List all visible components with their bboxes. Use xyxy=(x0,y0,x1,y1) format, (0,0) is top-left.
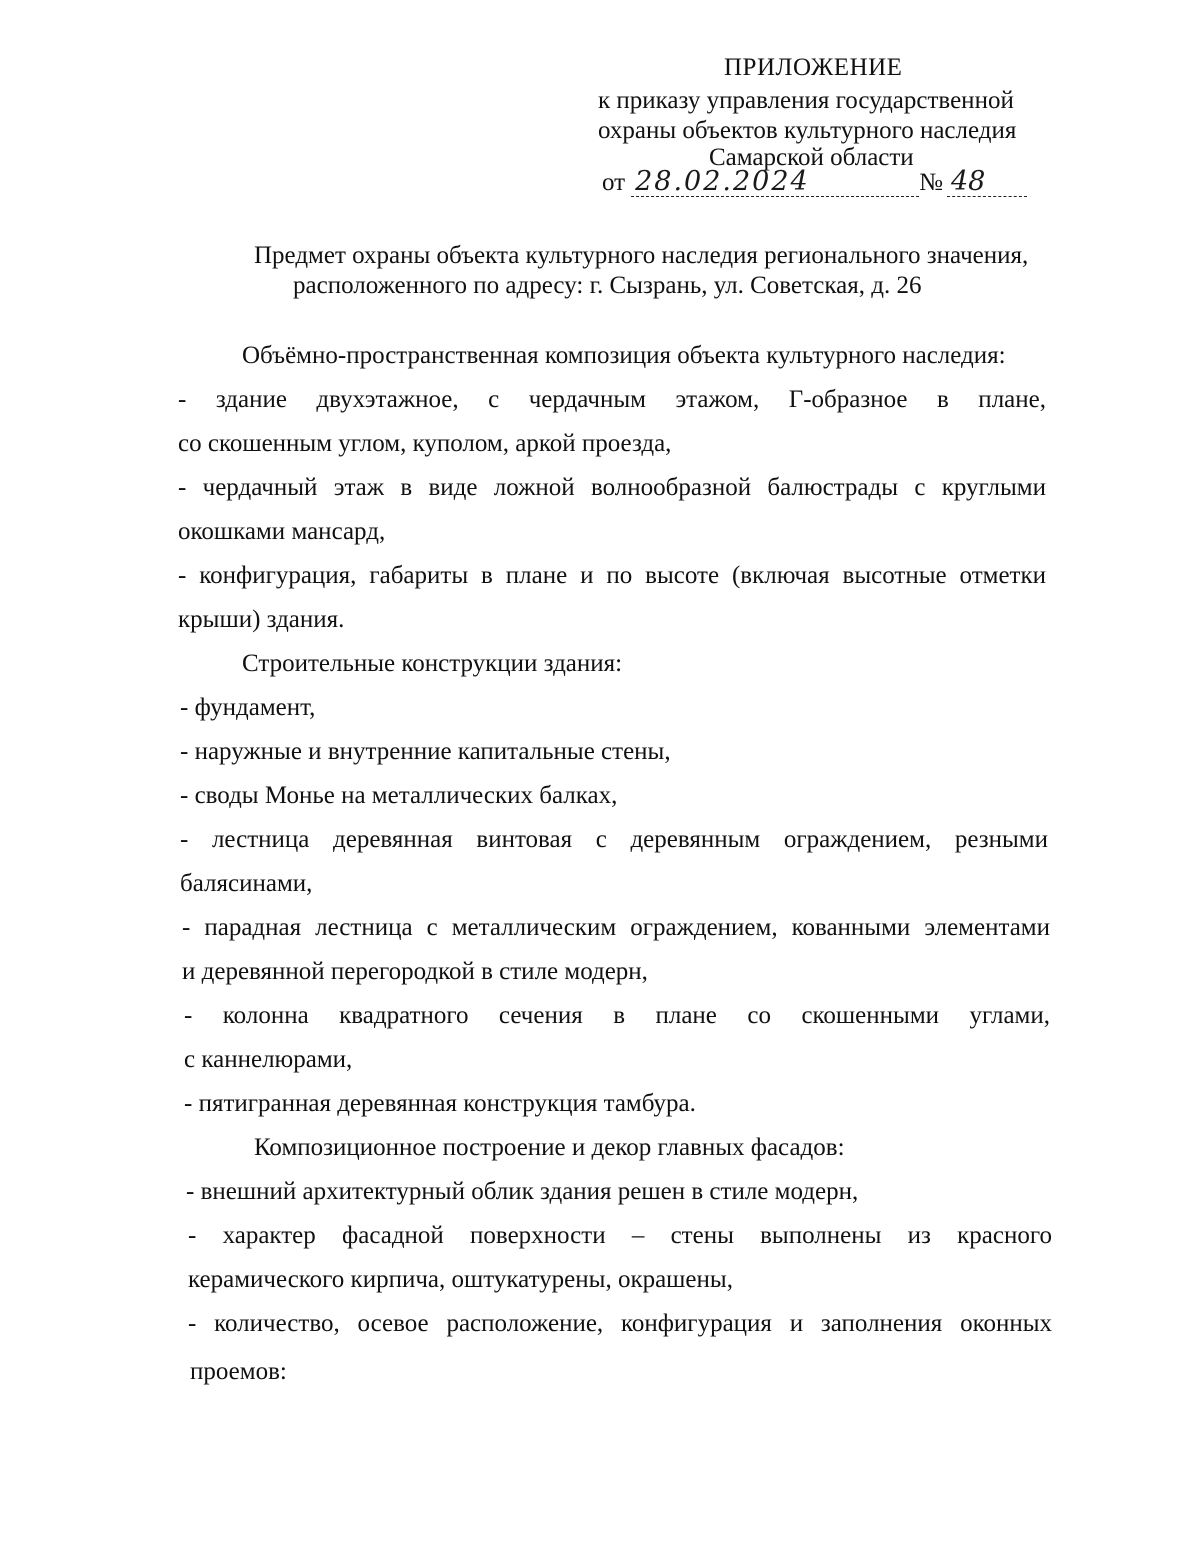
list-item: - парадная лестница с металлическим ограждением, кованными элементами xyxy=(182,914,1050,941)
appendix-subtitle-line-3: Самарской области xyxy=(709,144,914,171)
list-item: - внешний архитектурный облик здания решен в стиле модерн, xyxy=(186,1178,859,1205)
list-item: - своды Монье на металлических балках, xyxy=(180,782,618,809)
list-item-continuation: балясинами, xyxy=(180,870,313,897)
list-item-continuation: и деревянной перегородкой в стиле модерн, xyxy=(182,958,648,985)
number-prefix: № xyxy=(919,169,943,196)
appendix-subtitle-line-2: охраны объектов культурного наследия xyxy=(598,117,1017,144)
section-heading-composition: Объёмно-пространственная композиция объекта культурного наследия: xyxy=(242,342,1006,369)
list-item-continuation: окошками мансард, xyxy=(178,518,386,545)
list-item: - колонна квадратного сечения в плане со скошенными углами, xyxy=(184,1002,1050,1029)
appendix-title: ПРИЛОЖЕНИЕ xyxy=(724,54,903,81)
list-item: - лестница деревянная винтовая с деревянным ограждением, резными xyxy=(180,826,1048,853)
list-item: - конфигурация, габариты в плане и по высоте (включая высотные отметки xyxy=(178,562,1046,589)
section-heading-structures: Строительные конструкции здания: xyxy=(242,650,623,677)
order-date-number-row xyxy=(602,168,1027,198)
list-item-continuation: проемов: xyxy=(190,1358,287,1385)
list-item: - фундамент, xyxy=(180,694,316,721)
handwritten-number: 48 xyxy=(947,168,1027,197)
list-item-continuation: крыши) здания. xyxy=(178,606,345,633)
document-title-line-2: расположенного по адресу: г. Сызрань, ул. Советская, д. 26 xyxy=(293,272,922,299)
list-item-continuation: керамического кирпича, оштукатурены, окрашены, xyxy=(188,1266,733,1293)
list-item: - количество, осевое расположение, конфигурация и заполнения оконных xyxy=(188,1310,1052,1337)
list-item: - пятигранная деревянная конструкция тамбура. xyxy=(184,1090,696,1117)
handwritten-date: 28.02.2024 xyxy=(631,168,919,197)
list-item-continuation: с каннелюрами, xyxy=(184,1046,353,1073)
date-prefix: от xyxy=(602,169,626,196)
list-item: - чердачный этаж в виде ложной волнообразной балюстрады с круглыми xyxy=(178,474,1046,501)
document-title-line-1: Предмет охраны объекта культурного наследия регионального значения, xyxy=(254,242,1029,269)
section-heading-facades: Композиционное построение и декор главных фасадов: xyxy=(254,1134,845,1161)
list-item: - здание двухэтажное, с чердачным этажом, Г-образное в плане, xyxy=(178,386,1046,413)
appendix-subtitle-line-1: к приказу управления государственной xyxy=(598,87,1014,114)
list-item-continuation: со скошенным углом, куполом, аркой проезда, xyxy=(178,430,672,457)
list-item: - характер фасадной поверхности – стены выполнены из красного xyxy=(188,1222,1052,1249)
list-item: - наружные и внутренние капитальные стены, xyxy=(180,738,671,765)
